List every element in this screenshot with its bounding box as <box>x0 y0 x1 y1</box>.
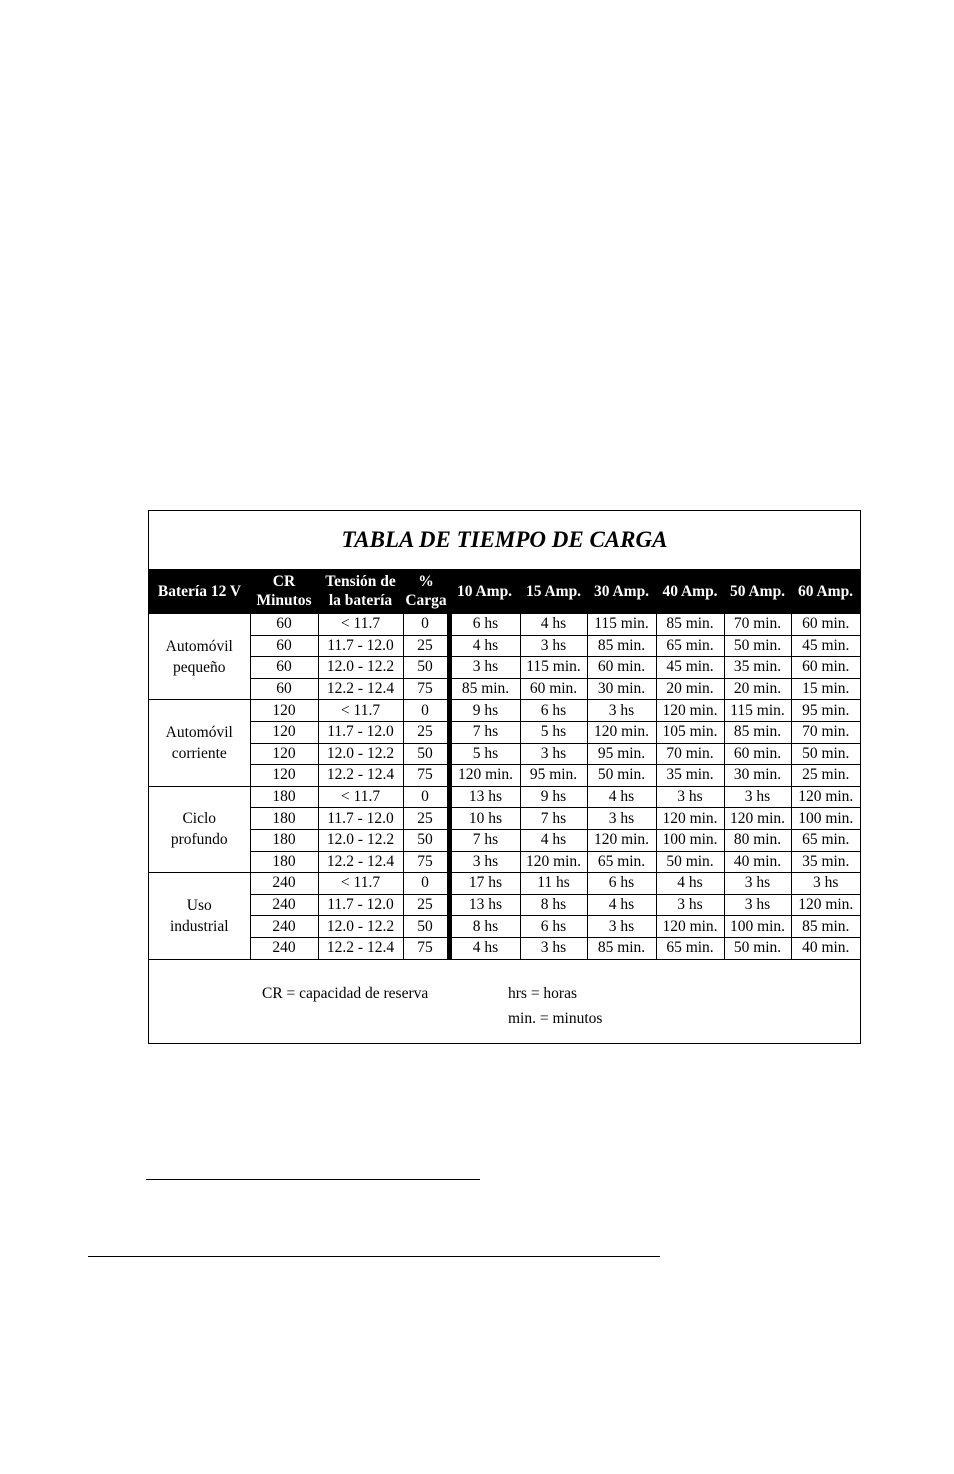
legend-min: min. = minutos <box>508 1010 603 1027</box>
battery-type-line1: Automóvil <box>165 637 233 655</box>
cr-cell: 120 <box>250 700 318 722</box>
battery-type-cell <box>149 786 250 872</box>
header-voltage-line2: la batería <box>328 592 393 609</box>
cr-cell: 180 <box>250 851 318 873</box>
header-amp-40: 40 Amp. <box>656 569 724 614</box>
time-cell: 50 min. <box>724 635 791 657</box>
time-cell: 35 min. <box>791 851 860 873</box>
time-cell: 3 hs <box>724 873 791 895</box>
time-cell: 9 hs <box>520 786 587 808</box>
header-amp-15: 15 Amp. <box>520 569 587 614</box>
time-cell: 20 min. <box>724 678 791 700</box>
table-row <box>149 657 860 679</box>
cr-cell: 60 <box>250 614 318 636</box>
time-cell: 50 min. <box>791 743 860 765</box>
time-cell: 60 min. <box>791 614 860 636</box>
table-row <box>149 786 860 808</box>
time-cell: 60 min. <box>791 657 860 679</box>
time-cell: 85 min. <box>587 635 656 657</box>
time-cell: 7 hs <box>449 829 520 851</box>
battery-type-line2: corriente <box>171 745 227 763</box>
time-cell: 25 min. <box>791 765 860 787</box>
table-row <box>149 829 860 851</box>
time-cell: 13 hs <box>449 786 520 808</box>
header-cr <box>250 569 318 614</box>
table-row <box>149 614 860 636</box>
time-cell: 65 min. <box>587 851 656 873</box>
time-cell: 3 hs <box>449 657 520 679</box>
charge-cell: 0 <box>403 786 449 808</box>
voltage-cell: 11.7 - 12.0 <box>318 894 403 916</box>
battery-type-line2: industrial <box>169 917 229 935</box>
table-title: TABLA DE TIEMPO DE CARGA <box>341 527 668 552</box>
charge-cell: 0 <box>403 614 449 636</box>
battery-type-line1: Uso <box>186 896 212 914</box>
voltage-cell: < 11.7 <box>318 873 403 895</box>
charge-cell: 0 <box>403 873 449 895</box>
time-cell: 105 min. <box>656 721 724 743</box>
time-cell: 35 min. <box>724 657 791 679</box>
charge-cell: 50 <box>403 743 449 765</box>
table-row <box>149 937 860 959</box>
cr-cell: 120 <box>250 743 318 765</box>
time-cell: 70 min. <box>724 614 791 636</box>
time-cell: 100 min. <box>791 808 860 830</box>
battery-type-line2: pequeño <box>172 658 226 676</box>
time-cell: 45 min. <box>791 635 860 657</box>
time-cell: 100 min. <box>724 916 791 938</box>
voltage-cell: 11.7 - 12.0 <box>318 808 403 830</box>
time-cell: 50 min. <box>656 851 724 873</box>
time-cell: 4 hs <box>520 829 587 851</box>
charge-cell: 75 <box>403 937 449 959</box>
time-cell: 4 hs <box>449 937 520 959</box>
time-cell: 4 hs <box>520 614 587 636</box>
table-row <box>149 808 860 830</box>
time-cell: 4 hs <box>449 635 520 657</box>
charge-cell: 25 <box>403 635 449 657</box>
time-cell: 120 min. <box>587 721 656 743</box>
cr-cell: 240 <box>250 937 318 959</box>
charge-cell: 75 <box>403 851 449 873</box>
horizontal-rule-long <box>88 1256 660 1257</box>
cr-cell: 180 <box>250 808 318 830</box>
time-cell: 6 hs <box>520 916 587 938</box>
header-amp-30: 30 Amp. <box>587 569 656 614</box>
cr-cell: 180 <box>250 829 318 851</box>
cr-cell: 180 <box>250 786 318 808</box>
time-cell: 120 min. <box>656 700 724 722</box>
time-cell: 120 min. <box>656 916 724 938</box>
time-cell: 50 min. <box>587 765 656 787</box>
voltage-cell: 11.7 - 12.0 <box>318 721 403 743</box>
time-cell: 3 hs <box>587 808 656 830</box>
battery-type-line1: Ciclo <box>182 810 217 828</box>
time-cell: 85 min. <box>449 678 520 700</box>
time-cell: 40 min. <box>724 851 791 873</box>
voltage-cell: 12.2 - 12.4 <box>318 937 403 959</box>
time-cell: 80 min. <box>724 829 791 851</box>
time-cell: 100 min. <box>656 829 724 851</box>
time-cell: 115 min. <box>520 657 587 679</box>
charge-cell: 25 <box>403 808 449 830</box>
horizontal-rule-short <box>146 1179 480 1180</box>
time-cell: 11 hs <box>520 873 587 895</box>
time-cell: 35 min. <box>656 765 724 787</box>
table-row <box>149 635 860 657</box>
time-cell: 95 min. <box>791 700 860 722</box>
voltage-cell: 12.0 - 12.2 <box>318 829 403 851</box>
time-cell: 115 min. <box>724 700 791 722</box>
voltage-cell: 12.0 - 12.2 <box>318 657 403 679</box>
time-cell: 3 hs <box>449 851 520 873</box>
cr-cell: 120 <box>250 765 318 787</box>
time-cell: 60 min. <box>520 678 587 700</box>
time-cell: 7 hs <box>449 721 520 743</box>
time-cell: 8 hs <box>449 916 520 938</box>
time-cell: 17 hs <box>449 873 520 895</box>
time-cell: 5 hs <box>520 721 587 743</box>
time-cell: 3 hs <box>656 894 724 916</box>
time-cell: 20 min. <box>656 678 724 700</box>
charge-cell: 0 <box>403 700 449 722</box>
time-cell: 50 min. <box>724 937 791 959</box>
header-charge-line2: Carga <box>405 592 447 609</box>
header-voltage-line1: Tensión de <box>325 573 396 590</box>
time-cell: 65 min. <box>656 635 724 657</box>
charge-cell: 75 <box>403 765 449 787</box>
voltage-cell: < 11.7 <box>318 700 403 722</box>
time-cell: 6 hs <box>520 700 587 722</box>
time-cell: 13 hs <box>449 894 520 916</box>
table-row <box>149 765 860 787</box>
voltage-cell: 12.0 - 12.2 <box>318 743 403 765</box>
time-cell: 65 min. <box>791 829 860 851</box>
table-row <box>149 678 860 700</box>
charge-cell: 25 <box>403 894 449 916</box>
time-cell: 120 min. <box>656 808 724 830</box>
header-amp-50: 50 Amp. <box>724 569 791 614</box>
time-cell: 120 min. <box>791 786 860 808</box>
voltage-cell: 12.2 - 12.4 <box>318 765 403 787</box>
time-cell: 30 min. <box>587 678 656 700</box>
battery-type-line1: Automóvil <box>165 724 233 742</box>
cr-cell: 120 <box>250 721 318 743</box>
time-cell: 85 min. <box>724 721 791 743</box>
table-row <box>149 721 860 743</box>
charge-cell: 75 <box>403 678 449 700</box>
voltage-cell: 12.2 - 12.4 <box>318 851 403 873</box>
time-cell: 120 min. <box>587 829 656 851</box>
time-cell: 4 hs <box>587 894 656 916</box>
cr-cell: 240 <box>250 894 318 916</box>
voltage-cell: 12.0 - 12.2 <box>318 916 403 938</box>
header-charge <box>403 569 449 614</box>
time-cell: 3 hs <box>520 937 587 959</box>
charge-cell: 25 <box>403 721 449 743</box>
time-cell: 120 min. <box>520 851 587 873</box>
header-amp-60: 60 Amp. <box>791 569 860 614</box>
voltage-cell: < 11.7 <box>318 786 403 808</box>
time-cell: 85 min. <box>587 937 656 959</box>
time-cell: 5 hs <box>449 743 520 765</box>
time-cell: 8 hs <box>520 894 587 916</box>
charge-time-table <box>149 569 860 960</box>
time-cell: 15 min. <box>791 678 860 700</box>
header-amp-10: 10 Amp. <box>449 569 520 614</box>
time-cell: 120 min. <box>724 808 791 830</box>
header-charge-line1: % <box>418 573 434 590</box>
time-cell: 4 hs <box>587 786 656 808</box>
header-cr-line1: CR <box>272 573 296 590</box>
time-cell: 115 min. <box>587 614 656 636</box>
cr-cell: 60 <box>250 657 318 679</box>
battery-type-cell <box>149 873 250 959</box>
cr-cell: 60 <box>250 635 318 657</box>
time-cell: 70 min. <box>791 721 860 743</box>
table-row <box>149 916 860 938</box>
time-cell: 95 min. <box>587 743 656 765</box>
cr-cell: 240 <box>250 873 318 895</box>
time-cell: 3 hs <box>587 916 656 938</box>
time-cell: 120 min. <box>791 894 860 916</box>
time-cell: 3 hs <box>724 786 791 808</box>
time-cell: 3 hs <box>587 700 656 722</box>
time-cell: 3 hs <box>656 786 724 808</box>
voltage-cell: 11.7 - 12.0 <box>318 635 403 657</box>
time-cell: 7 hs <box>520 808 587 830</box>
time-cell: 85 min. <box>791 916 860 938</box>
battery-type-cell <box>149 700 250 786</box>
cr-cell: 60 <box>250 678 318 700</box>
time-cell: 3 hs <box>520 635 587 657</box>
time-cell: 3 hs <box>724 894 791 916</box>
time-cell: 60 min. <box>587 657 656 679</box>
header-battery: Batería 12 V <box>149 569 250 614</box>
charge-time-table-box <box>148 510 861 1044</box>
time-cell: 10 hs <box>449 808 520 830</box>
time-cell: 40 min. <box>791 937 860 959</box>
time-cell: 3 hs <box>791 873 860 895</box>
table-row <box>149 743 860 765</box>
header-cr-line2: Minutos <box>256 592 312 609</box>
voltage-cell: < 11.7 <box>318 614 403 636</box>
battery-type-cell <box>149 614 250 700</box>
legend-cr: CR = capacidad de reserva <box>262 985 429 1002</box>
header-row <box>149 569 860 614</box>
time-cell: 65 min. <box>656 937 724 959</box>
time-cell: 3 hs <box>520 743 587 765</box>
charge-cell: 50 <box>403 657 449 679</box>
time-cell: 4 hs <box>656 873 724 895</box>
time-cell: 70 min. <box>656 743 724 765</box>
time-cell: 6 hs <box>587 873 656 895</box>
table-row <box>149 700 860 722</box>
cr-cell: 240 <box>250 916 318 938</box>
charge-cell: 50 <box>403 829 449 851</box>
battery-type-line2: profundo <box>170 831 228 849</box>
time-cell: 30 min. <box>724 765 791 787</box>
time-cell: 60 min. <box>724 743 791 765</box>
time-cell: 85 min. <box>656 614 724 636</box>
time-cell: 9 hs <box>449 700 520 722</box>
time-cell: 95 min. <box>520 765 587 787</box>
voltage-cell: 12.2 - 12.4 <box>318 678 403 700</box>
table-row <box>149 873 860 895</box>
time-cell: 120 min. <box>449 765 520 787</box>
legend-hrs: hrs = horas <box>508 985 578 1002</box>
time-cell: 6 hs <box>449 614 520 636</box>
charge-cell: 50 <box>403 916 449 938</box>
time-cell: 45 min. <box>656 657 724 679</box>
header-voltage <box>318 569 403 614</box>
table-row <box>149 894 860 916</box>
table-row <box>149 851 860 873</box>
